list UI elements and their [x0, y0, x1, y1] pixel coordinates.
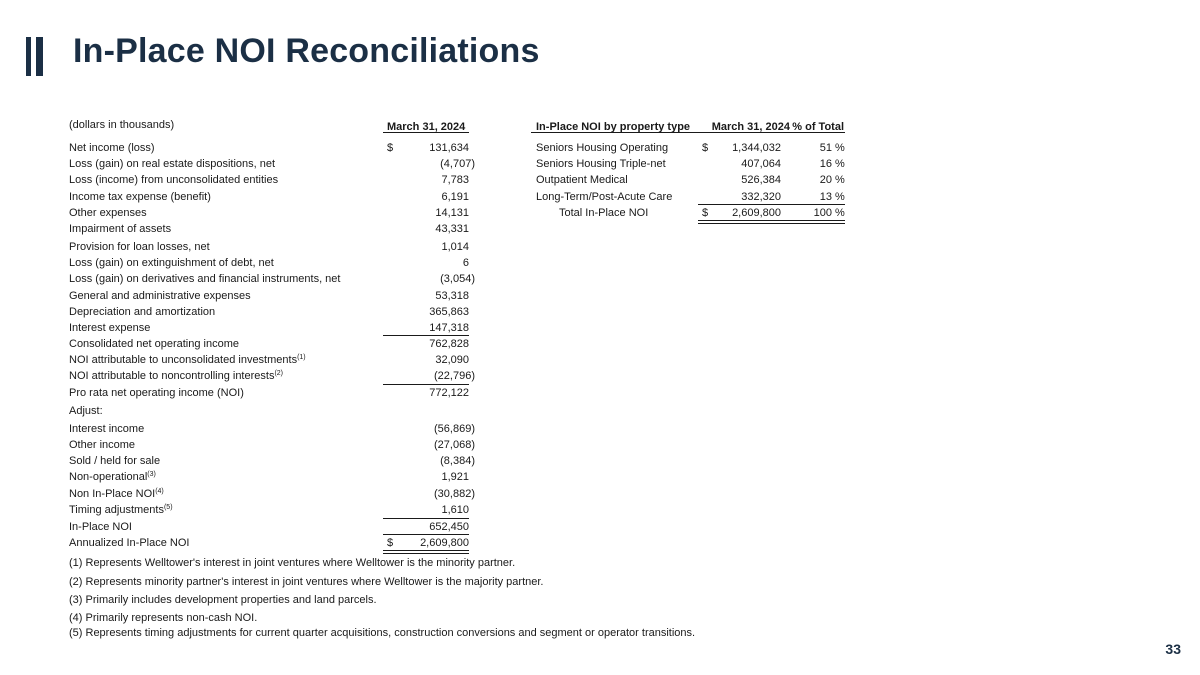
table-row	[69, 368, 479, 384]
dollar-sign: $	[387, 536, 394, 549]
table-row	[69, 502, 479, 518]
row-value: 2,609,800	[732, 206, 781, 219]
row-value: 652,450	[429, 520, 469, 533]
row-label: Long-Term/Post-Acute Care	[536, 190, 673, 203]
row-value: 7,783	[441, 174, 469, 187]
row-value: 53,318	[435, 289, 469, 302]
table-row	[536, 156, 856, 172]
row-label: NOI attributable to noncontrolling interests$^{(2)}$	[69, 370, 284, 383]
row-value: 332,320	[741, 190, 781, 203]
row-label: Non-operational$^{(3)}$	[69, 471, 156, 484]
row-value: 772,122	[429, 386, 469, 399]
page-title: In-Place NOI Reconciliations	[73, 32, 540, 70]
pct-sign: %	[835, 190, 845, 203]
table-row	[69, 352, 479, 368]
table-row	[69, 288, 479, 304]
property-type-header: In-Place NOI by property type	[536, 121, 691, 133]
pct-sign: %	[835, 158, 845, 171]
footnote: (2) Represents minority partner's interest in joint ventures where Welltower is the majority partner.	[69, 576, 544, 588]
table-header-row	[69, 118, 479, 140]
row-value: 526,384	[741, 174, 781, 187]
dollar-sign: $	[702, 206, 709, 219]
table-row	[69, 221, 479, 239]
footnote-ref: (2)	[274, 370, 284, 378]
row-pct: 100	[813, 206, 832, 219]
row-value: 6,191	[441, 190, 469, 203]
row-label: Loss (gain) on derivatives and financial instruments, net	[69, 273, 341, 286]
row-label: Impairment of assets	[69, 222, 172, 235]
table-row	[69, 469, 479, 486]
table-header-row	[536, 118, 856, 140]
row-label: Annualized In-Place NOI	[69, 536, 190, 549]
row-value: 1,610	[441, 504, 469, 517]
row-value: 1,921	[441, 471, 469, 484]
row-label: Seniors Housing Triple-net	[536, 158, 666, 171]
company-logo	[26, 37, 46, 76]
row-label: Pro rata net operating income (NOI)	[69, 386, 244, 399]
row-label: General and administrative expenses	[69, 289, 251, 302]
row-value: 762,828	[429, 338, 469, 351]
units-label: (dollars in thousands)	[69, 119, 175, 131]
row-label: Non In-Place NOI$^{(4)}$	[69, 488, 164, 501]
row-value: (4,707)	[440, 158, 475, 171]
table-row	[69, 535, 479, 551]
date-column-header: March 31, 2024	[387, 121, 466, 133]
footnote-ref: (3)	[147, 471, 156, 479]
row-pct: 13	[819, 190, 832, 203]
row-label: Consolidated net operating income	[69, 338, 240, 351]
row-label: Loss (gain) on real estate dispositions, net	[69, 158, 276, 171]
footnote-ref: (1)	[297, 354, 306, 362]
table-row	[69, 304, 479, 320]
row-label: Other expenses	[69, 206, 147, 219]
table-row	[536, 172, 856, 188]
row-pct: 16	[819, 158, 832, 171]
table-row	[69, 189, 479, 205]
table-row	[69, 336, 479, 352]
footnote-ref: (4)	[155, 488, 164, 496]
row-value: 131,634	[429, 142, 469, 154]
table-row	[69, 255, 479, 271]
table-row	[536, 140, 856, 156]
row-label: Adjust:	[69, 404, 103, 417]
table-row	[69, 519, 479, 535]
row-value: 407,064	[741, 158, 781, 171]
row-label: Net income (loss)	[69, 142, 155, 154]
row-pct: 51	[819, 142, 832, 154]
table-row	[69, 156, 479, 172]
page-number: 33	[1165, 641, 1181, 657]
row-value: (56,869)	[434, 422, 475, 435]
row-pct: 20	[819, 174, 832, 187]
row-label: Other income	[69, 438, 136, 451]
table-row	[69, 172, 479, 188]
noi-by-property-type-table	[536, 118, 856, 221]
row-label: Interest income	[69, 422, 145, 435]
row-label: Interest expense	[69, 321, 151, 334]
table-row	[69, 486, 479, 502]
footnote: (3) Primarily includes development properties and land parcels.	[69, 594, 377, 606]
dollar-sign: $	[702, 142, 709, 154]
row-label: Provision for loan losses, net	[69, 240, 210, 253]
noi-reconciliation-table	[69, 118, 479, 551]
table-row	[69, 437, 479, 453]
table-row	[69, 385, 479, 403]
footnote: (4) Primarily represents non-cash NOI.	[69, 611, 258, 624]
table-row	[69, 239, 479, 255]
row-value: 43,331	[435, 222, 469, 235]
row-label: NOI attributable to unconsolidated investments$^{(1)}$	[69, 354, 306, 367]
row-value: 1,344,032	[732, 142, 781, 154]
row-label: Loss (income) from unconsolidated entities	[69, 174, 279, 187]
table-row	[69, 140, 479, 156]
table-row	[69, 403, 479, 421]
row-value: 6	[462, 257, 469, 270]
table-row	[536, 189, 856, 205]
table-row	[69, 271, 479, 287]
table-row	[69, 205, 479, 221]
table-row	[69, 421, 479, 437]
footnote-ref: (5)	[163, 504, 173, 512]
row-label: Seniors Housing Operating	[536, 142, 669, 154]
pct-sign: %	[835, 174, 845, 187]
dollar-sign: $	[387, 142, 394, 154]
row-label: Depreciation and amortization	[69, 305, 216, 318]
row-label: Outpatient Medical	[536, 174, 628, 187]
row-value: 14,131	[435, 206, 469, 219]
table-row	[69, 320, 479, 336]
row-value: 365,863	[429, 305, 469, 318]
pct-column-header: % of Total	[792, 121, 844, 133]
row-label: Timing adjustments$^{(5)}$	[69, 504, 173, 517]
row-label: Sold / held for sale	[69, 455, 161, 467]
row-label: In-Place NOI	[69, 520, 132, 533]
pct-sign: %	[835, 206, 845, 219]
row-label: Income tax expense (benefit)	[69, 190, 211, 203]
date-column-header: March 31, 2024	[711, 121, 790, 133]
row-value: 32,090	[435, 354, 469, 367]
row-value: (27,068)	[434, 438, 475, 451]
row-value: 2,609,800	[420, 536, 469, 549]
row-value: 147,318	[429, 321, 469, 334]
row-value: (22,796)	[434, 370, 475, 383]
row-label: Total In-Place NOI	[559, 206, 649, 219]
row-value: (30,882)	[434, 488, 475, 501]
footnotes	[69, 555, 695, 642]
row-label: Loss (gain) on extinguishment of debt, net	[69, 257, 274, 270]
row-value: (8,384)	[440, 455, 475, 467]
pct-sign: %	[835, 142, 845, 154]
footnote: (5) Represents timing adjustments for current quarter acquisitions, construction conversions and segment or operator transitions.	[69, 626, 696, 639]
row-value: (3,054)	[440, 273, 475, 286]
table-row	[69, 453, 479, 469]
row-value: 1,014	[441, 240, 469, 253]
footnote: (1) Represents Welltower's interest in joint ventures where Welltower is the minority partner.	[69, 557, 516, 569]
table-row	[536, 205, 856, 221]
